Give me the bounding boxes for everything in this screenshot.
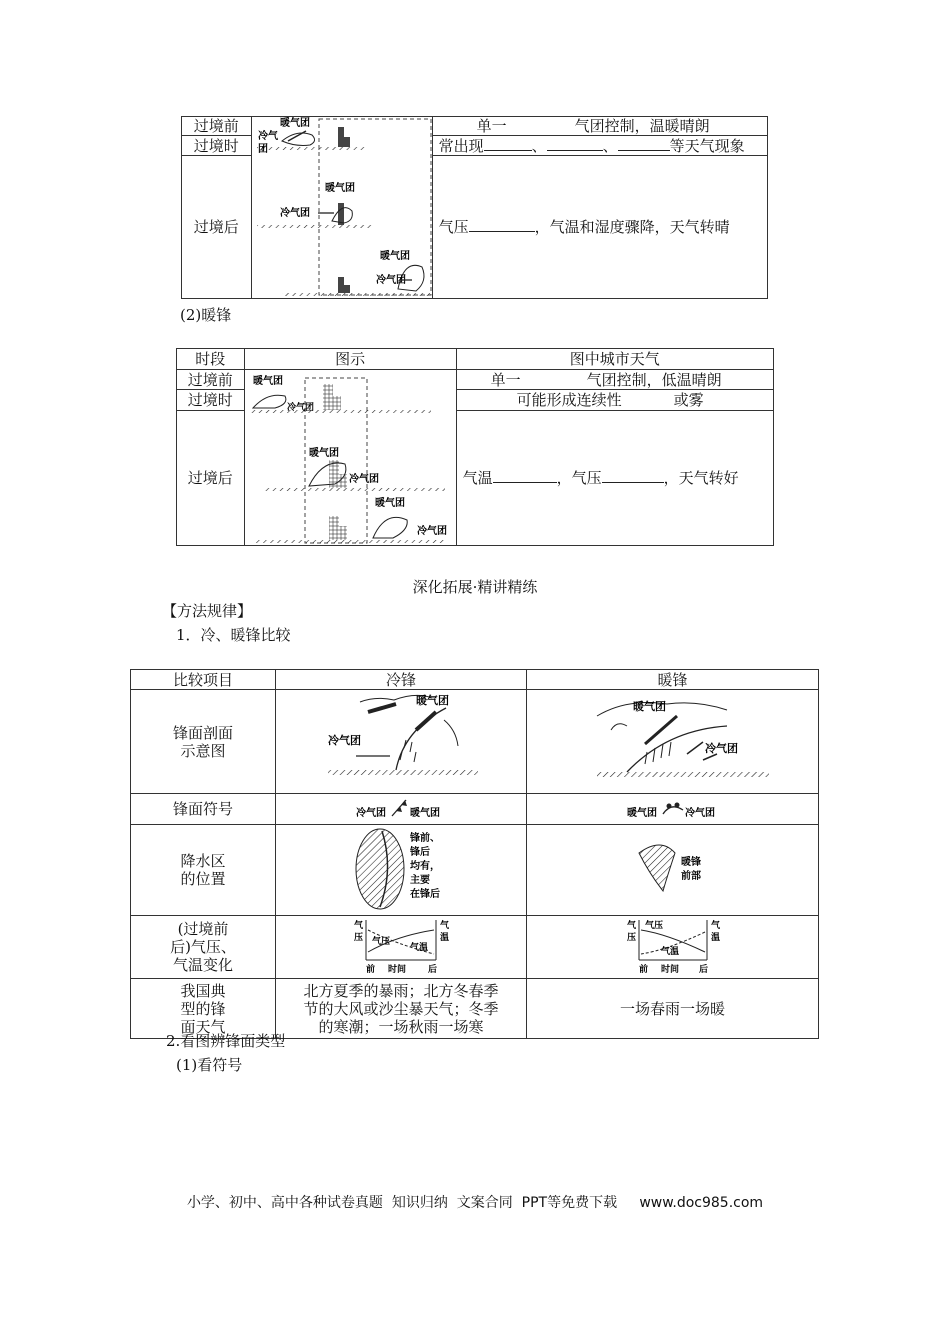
graph-label: 压 xyxy=(354,933,364,943)
graph-label: 气 xyxy=(711,921,721,931)
symbol-label-cold: 冷气团 xyxy=(685,808,715,819)
row-label xyxy=(131,916,276,979)
cold-front-precip-diagram xyxy=(276,825,526,911)
weather-text: ，气温和湿度骤降，天气转晴 xyxy=(534,218,730,237)
graph-label: 温 xyxy=(440,933,450,943)
phase-cell: 过境前 xyxy=(177,370,245,390)
weather-text: 或雾 xyxy=(673,391,704,410)
cold-front-diagram-cell xyxy=(251,117,432,299)
graph-label: 后 xyxy=(428,965,438,974)
weather-text: 气温 xyxy=(462,469,493,488)
diagram-label-cold: 冷气团 xyxy=(348,474,379,485)
method-heading: 【方法规律】 xyxy=(162,602,253,620)
phase-cell: 过境时 xyxy=(177,390,245,411)
diagram-label-cold: 冷气团 xyxy=(416,526,447,537)
warm-profile-cell xyxy=(527,690,819,794)
diagram-label-cold: 冷气团 xyxy=(705,742,738,755)
weather-text: 、 xyxy=(531,136,547,155)
cold-front-symbol xyxy=(276,794,526,820)
precip-note: 锋后 xyxy=(410,847,430,858)
warm-symbol-cell xyxy=(527,794,819,825)
row-label-line: 面天气 xyxy=(180,1017,226,1036)
weather-cell xyxy=(432,117,767,136)
header-cell: 图中城市天气 xyxy=(456,349,773,370)
row-label xyxy=(131,690,276,794)
row-label xyxy=(131,825,276,916)
precip-note: 前部 xyxy=(681,871,701,882)
graph-label: 后 xyxy=(699,965,709,974)
cold-front-diagram xyxy=(252,117,432,298)
diagram-label-warm: 暖气团 xyxy=(279,118,310,129)
precip-note: 暖锋 xyxy=(681,857,701,868)
graph-label: 气 xyxy=(440,921,450,931)
symbol-label-warm: 暖气团 xyxy=(627,808,657,819)
symbol-label-warm: 暖气团 xyxy=(410,808,440,819)
graph-label: 气压 xyxy=(645,921,664,931)
graph-label: 气温 xyxy=(661,947,680,957)
weather-text: 可能形成连续性 xyxy=(516,391,622,410)
warm-front-diagram xyxy=(245,370,456,545)
warm-front-precip-diagram xyxy=(527,825,818,911)
warm-front-heading: (2)暖锋 xyxy=(180,306,232,324)
diagram-label-warm: 暖气团 xyxy=(416,694,449,707)
diagram-label-warm: 暖气团 xyxy=(379,251,410,262)
phase-cell: 过境时 xyxy=(182,136,252,156)
diagram-label-cold: 冷气团 xyxy=(279,208,310,219)
row-label-line: 锋面剖面 xyxy=(172,723,233,742)
header-cell: 时段 xyxy=(177,349,245,370)
row-label-line: 我国典 xyxy=(180,981,226,1000)
diagram-label-warm: 暖气团 xyxy=(374,498,405,509)
weather-text: 气团控制，低温晴朗 xyxy=(586,370,722,389)
row-label-line: 气温变化 xyxy=(172,956,233,974)
warm-change-cell xyxy=(527,916,819,979)
phase-cell: 过境后 xyxy=(182,156,252,299)
graph-label: 气压 xyxy=(372,937,391,947)
cold-front-table xyxy=(181,116,768,299)
row-label-line: 示意图 xyxy=(180,741,226,760)
warm-front-symbol xyxy=(527,794,818,820)
cold-front-change-graph xyxy=(276,916,526,974)
symbol-label-cold: 冷气团 xyxy=(356,808,386,819)
diagram-label-cold: 冷气团 xyxy=(375,275,406,286)
warm-front-change-graph xyxy=(527,916,818,974)
graph-label: 压 xyxy=(627,933,637,943)
graph-label: 前 xyxy=(639,965,649,974)
section-title: 深化拓展·精讲精练 xyxy=(412,578,538,596)
weather-text: 气压 xyxy=(438,218,469,237)
row-label-line: 后)气压、 xyxy=(170,938,236,956)
graph-label: 气 xyxy=(627,921,637,931)
graph-label: 温 xyxy=(711,933,721,943)
warm-front-diagram-cell xyxy=(244,370,456,546)
cold-profile-cell xyxy=(276,690,527,794)
cold-precip-cell xyxy=(276,825,527,916)
diagram-label-cold: 冷气 xyxy=(257,131,278,142)
weather-text: 单一 xyxy=(476,117,507,136)
weather-cell xyxy=(456,411,773,546)
diagram-label-warm: 暖气团 xyxy=(633,700,666,713)
cold-symbol-cell xyxy=(276,794,527,825)
header-cell: 暖锋 xyxy=(527,670,819,690)
graph-label: 气 xyxy=(354,921,364,931)
row-label-line: 降水区 xyxy=(180,852,226,870)
weather-cell xyxy=(432,156,767,299)
weather-cell xyxy=(456,390,773,411)
item1-heading: 1．冷、暖锋比较 xyxy=(176,626,291,644)
weather-cell xyxy=(456,370,773,390)
warm-precip-cell xyxy=(527,825,819,916)
graph-label: 气温 xyxy=(410,943,429,953)
weather-text: 常出现 xyxy=(438,136,484,155)
row-label-line: 的位置 xyxy=(180,870,226,888)
phase-cell: 过境后 xyxy=(177,411,245,546)
diagram-label-warm: 暖气团 xyxy=(252,376,283,387)
header-cell: 比较项目 xyxy=(131,670,276,690)
item2-sub: (1)看符号 xyxy=(176,1056,243,1074)
weather-text: 气团控制，温暖晴朗 xyxy=(574,117,710,136)
typical-line: 北方夏季的暴雨；北方冬春季 xyxy=(303,981,499,1000)
footer: 小学、初中、高中各种试卷真题 知识归纳 文案合同 PPT等免费下载 www.doc985.com xyxy=(186,1195,764,1211)
precip-note: 主要 xyxy=(410,875,430,886)
warm-typical-cell: 一场春雨一场暖 xyxy=(527,979,819,1039)
header-cell: 冷锋 xyxy=(276,670,527,690)
compare-table xyxy=(130,669,819,1039)
diagram-label-warm: 暖气团 xyxy=(308,448,339,459)
typical-line: 的寒潮；一场秋雨一场寒 xyxy=(318,1017,484,1036)
warm-front-table xyxy=(176,348,774,546)
row-label: 锋面符号 xyxy=(131,794,276,825)
diagram-label-cold: 冷气团 xyxy=(286,403,314,413)
diagram-label-warm: 暖气团 xyxy=(324,183,355,194)
cold-front-profile-diagram xyxy=(276,690,526,789)
graph-label: 时间 xyxy=(661,965,680,974)
item2-heading: 2.看图辨锋面类型 xyxy=(166,1032,286,1050)
weather-text: ，天气转好 xyxy=(663,469,739,488)
precip-note: 锋前、 xyxy=(410,833,440,844)
header-cell: 图示 xyxy=(244,349,456,370)
row-label-line: (过境前 xyxy=(177,920,229,938)
weather-text: ，气压 xyxy=(556,469,602,488)
precip-note: 在锋后 xyxy=(410,889,440,900)
weather-text: 单一 xyxy=(490,370,521,389)
cold-change-cell xyxy=(276,916,527,979)
graph-label: 时间 xyxy=(388,965,407,974)
typical-line: 节的大风或沙尘暴天气；冬季 xyxy=(303,999,499,1018)
weather-text: 、 xyxy=(602,136,618,155)
weather-text: 等天气现象 xyxy=(669,136,745,155)
precip-note: 均有， xyxy=(410,861,440,872)
cold-typical-cell xyxy=(276,979,527,1039)
graph-label: 前 xyxy=(366,965,376,974)
warm-front-profile-diagram xyxy=(527,690,818,789)
phase-cell: 过境前 xyxy=(182,117,252,136)
row-label-line: 型的锋 xyxy=(180,999,226,1018)
diagram-label-cold: 团 xyxy=(257,144,268,155)
weather-cell xyxy=(432,136,767,156)
diagram-label-cold: 冷气团 xyxy=(328,734,361,747)
